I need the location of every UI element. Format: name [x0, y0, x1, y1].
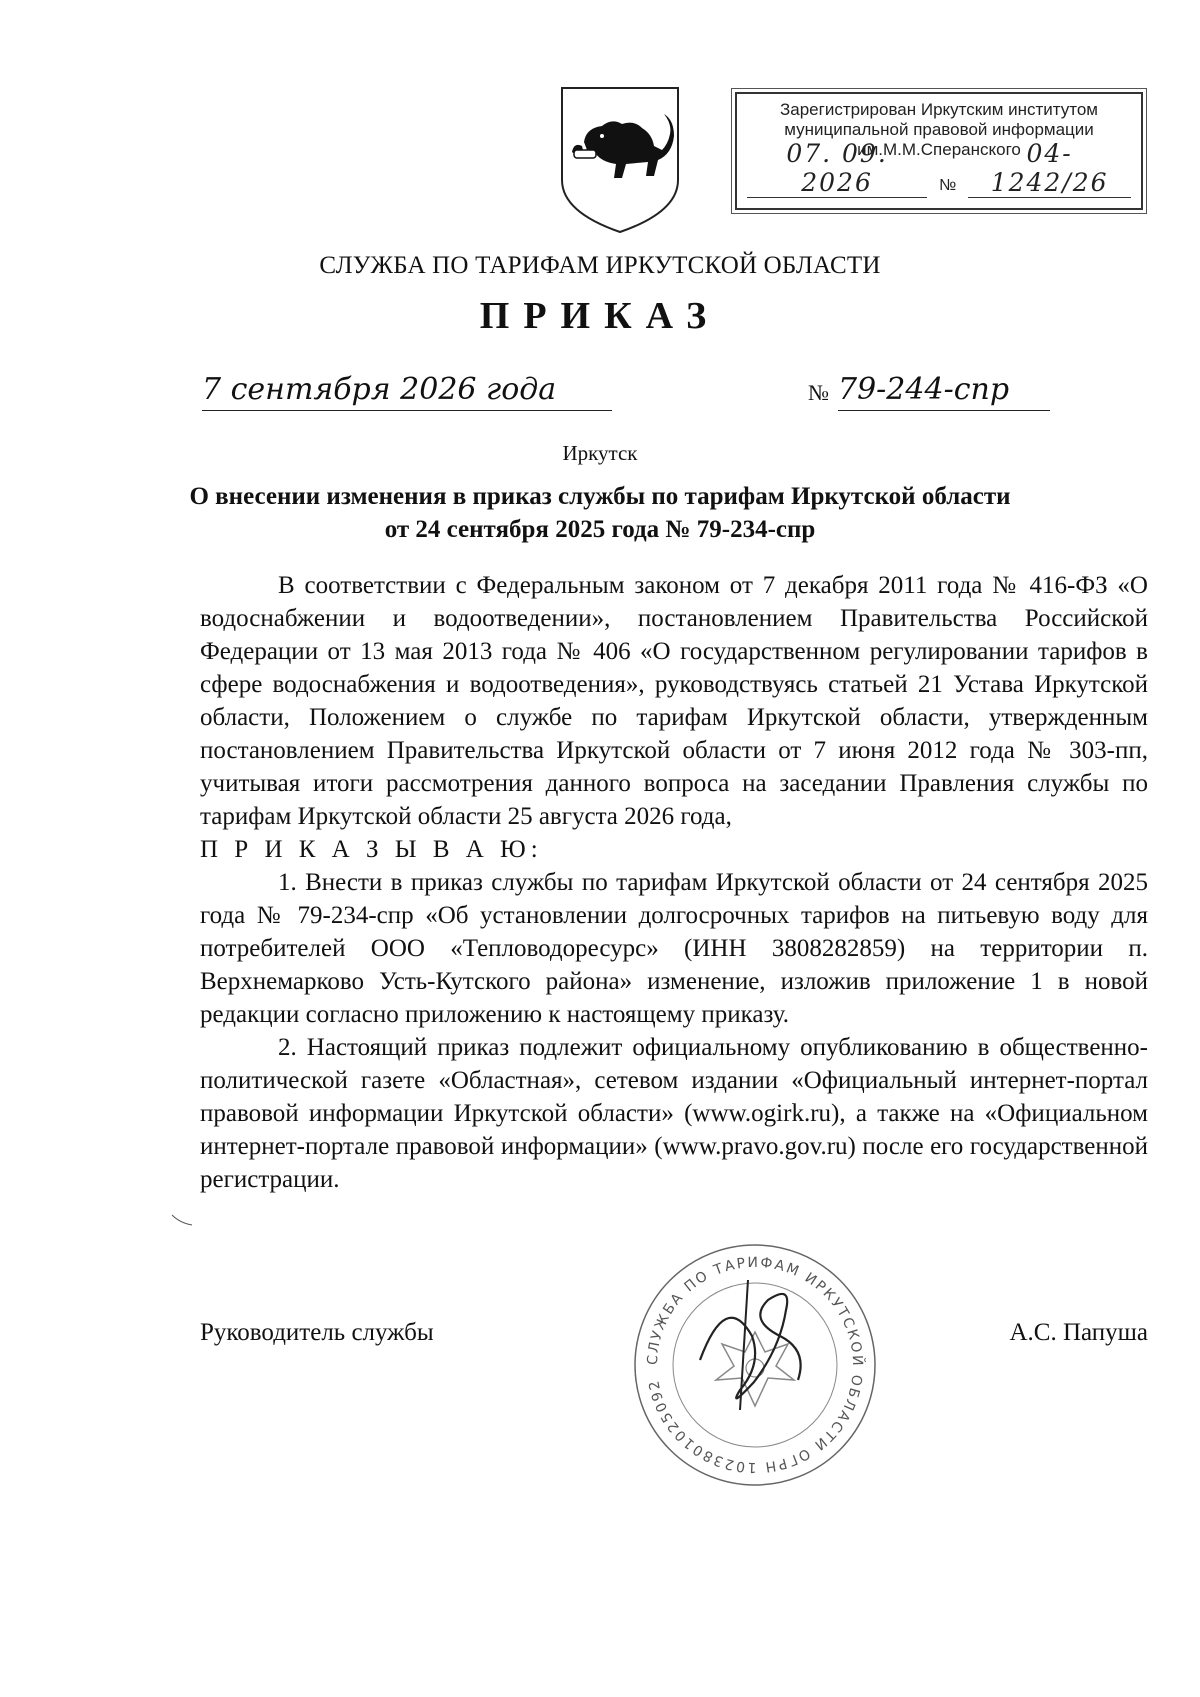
preamble-paragraph: В соответствии с Федеральным законом от 7 декабря 2011 года № 416-ФЗ «О водоснабжении и водоотведении», постановлением Правительства Российской Федерации от 13 мая 2013 года № 406 «О государственном регулировании тарифов в сфере водоснабжения и водоотведения», руководствуясь статьей 21 Устава Иркутской области, Положением о службе по тарифам Иркутской области, утвержденным постановлением Правительства Иркутской области от 7 июня 2012 года № 303-пп, учитывая итоги рассмотрения данного вопроса на заседании Правления службы по тарифам Иркутской области 25 августа 2026 года, — [200, 572, 1148, 830]
order-date: 7 сентября 2026 года — [202, 370, 612, 411]
seal-text: СЛУЖБА ПО ТАРИФАМ ИРКУТСКОЙ ОБЛАСТИ ОГРН 1023801025092 — [644, 1254, 866, 1476]
registration-number-sign: № — [939, 177, 957, 194]
svg-text:СЛУЖБА ПО ТАРИФАМ ИРКУТСКОЙ ОБ — [645, 1255, 867, 1475]
document-title — [150, 480, 1050, 546]
registration-date: 07. 09. 2026 — [747, 139, 927, 198]
signer-name: А.С. Папуша — [1009, 1319, 1148, 1346]
coat-of-arms-icon — [556, 84, 684, 236]
registration-stamp — [735, 92, 1143, 210]
registration-line-2: муниципальной правовой информации — [784, 120, 1094, 139]
official-seal — [630, 1240, 880, 1490]
document-body — [200, 569, 1148, 1196]
margin-mark-icon — [170, 1213, 194, 1227]
order-number: 79-244-спр — [838, 370, 1050, 411]
registration-line-3: им.М.М.Сперанского — [857, 140, 1021, 159]
order-number-label: № — [808, 380, 829, 405]
registration-number: 04-1242/26 — [968, 139, 1131, 198]
title-line-1: О внесении изменения в приказ службы по тарифам Иркутской области — [189, 483, 1011, 510]
title-line-2: от 24 сентября 2025 года № 79-234-спр — [384, 516, 816, 543]
signer-title: Руководитель службы — [200, 1319, 434, 1346]
registration-line-1: Зарегистрирован Иркутским институтом — [779, 100, 1098, 119]
item-1-paragraph: 1. Внести в приказ службы по тарифам Иркутской области от 24 сентября 2025 года № 79-234-спр «Об установлении долгосрочных тарифов на питьевую воду для потребителей ООО «Тепловодоресурс» (ИНН 3808282859) на территории п. Верхнемарково Усть-Кутского района» изменение, изложив приложение 1 в новой редакции согласно приложению к настоящему приказу. — [200, 869, 1148, 1028]
document-type: ПРИКАЗ — [479, 295, 721, 337]
organization-name: СЛУЖБА ПО ТАРИФАМ ИРКУТСКОЙ ОБЛАСТИ — [319, 252, 881, 279]
decree-word: П Р И К А З Ы В А Ю: — [200, 836, 543, 863]
item-2-paragraph: 2. Настоящий приказ подлежит официальному опубликованию в общественно-политической газете «Областная», сетевом издании «Официальный интернет-портал правовой информации Иркутской области» (www.ogirk.ru), а также на «Официальном интернет-портале правовой информации» (www.pravo.gov.ru) после его государственной регистрации. — [200, 1034, 1148, 1193]
city: Иркутск — [562, 441, 638, 465]
